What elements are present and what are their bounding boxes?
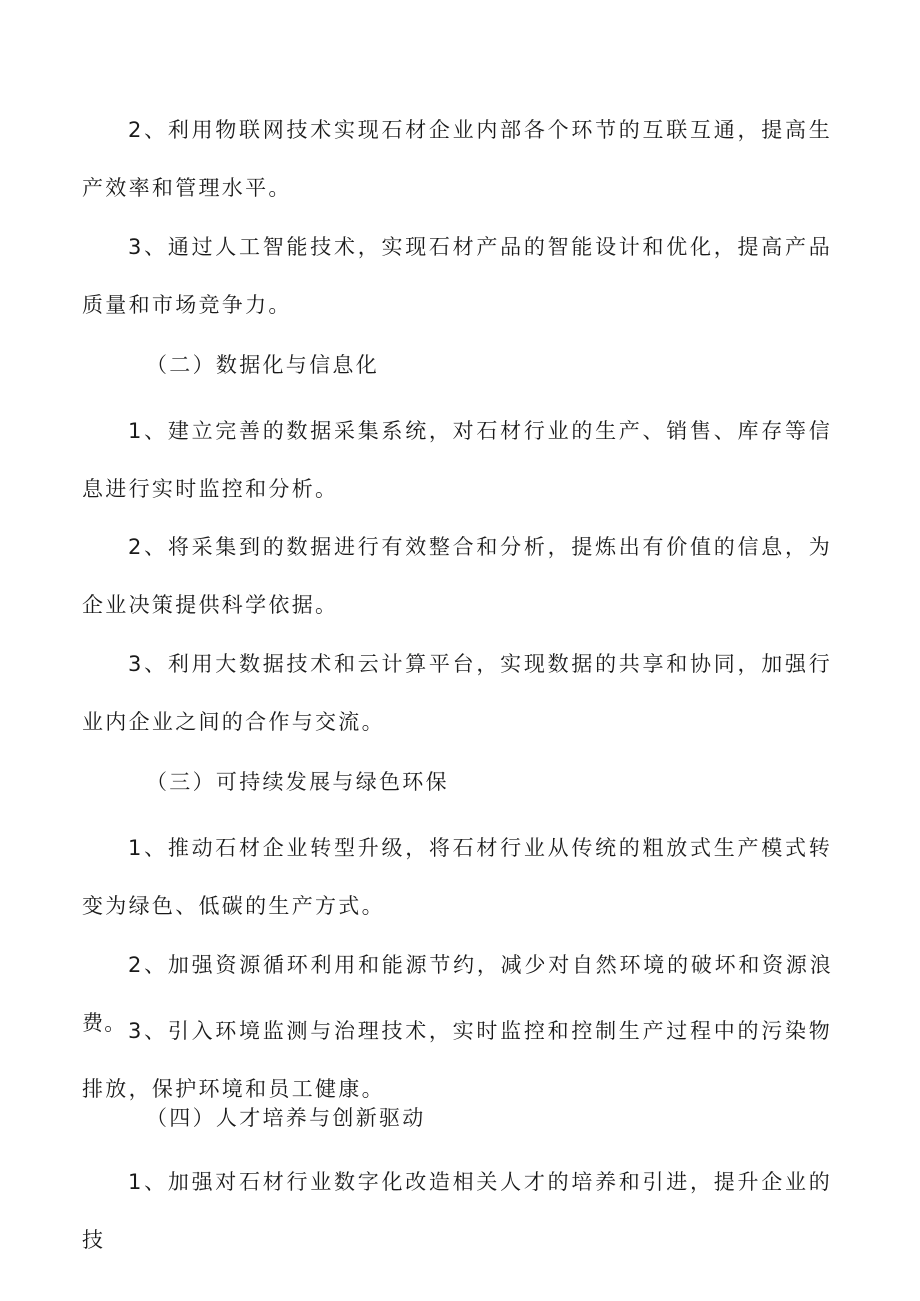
section-heading-data-informatization: （二）数据化与信息化 [146,353,379,377]
paragraph-transformation-upgrade: 1、推动石材企业转型升级，将石材行业从传统的粗放式生产模式转变为绿色、低碳的生产方式。 [82,836,832,918]
section-heading-sustainability: （三）可持续发展与绿色环保 [146,770,449,794]
paragraph-iot-interconnection: 2、利用物联网技术实现石材企业内部各个环节的互联互通，提高生产效率和管理水平。 [82,118,832,200]
paragraph-big-data-cloud: 3、利用大数据技术和云计算平台，实现数据的共享和协同，加强行业内企业之间的合作与交流。 [82,652,832,734]
paragraph-resource-recycling: 2、加强资源循环利用和能源节约，减少对自然环境的破坏和资源浪费。 [82,953,832,1035]
paragraph-ai-design: 3、通过人工智能技术，实现石材产品的智能设计和优化，提高产品质量和市场竞争力。 [82,235,832,317]
paragraph-environment-monitoring: 3、引入环境监测与治理技术，实时监控和控制生产过程中的污染物排放，保护环境和员工健康。 [82,1019,832,1101]
paragraph-talent-training: 1、加强对石材行业数字化改造相关人才的培养和引进，提升企业的技 [82,1170,832,1252]
paragraph-data-collection: 1、建立完善的数据采集系统，对石材行业的生产、销售、库存等信息进行实时监控和分析。 [82,419,832,501]
section-heading-talent-innovation: （四）人才培养与创新驱动 [146,1106,426,1130]
paragraph-data-integration: 2、将采集到的数据进行有效整合和分析，提炼出有价值的信息，为企业决策提供科学依据。 [82,535,832,617]
